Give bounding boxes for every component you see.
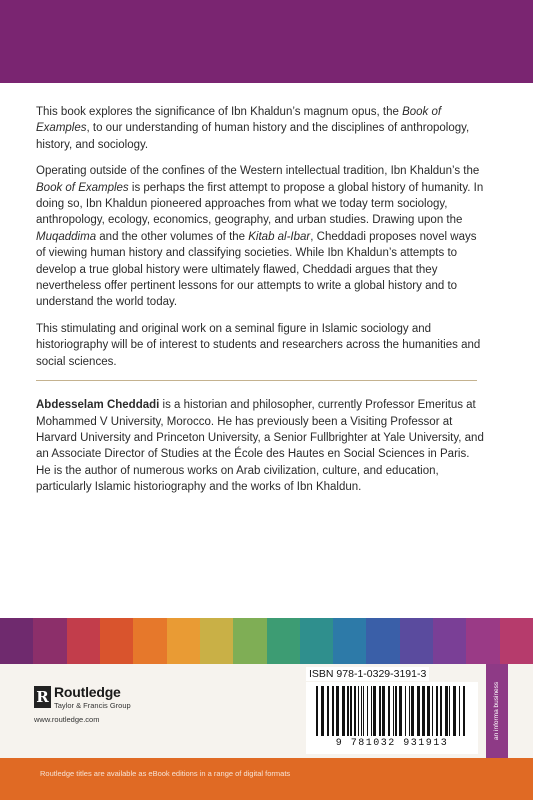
divider-rule (36, 380, 477, 381)
publisher-name: Routledge (54, 684, 121, 700)
color-stripe (400, 618, 433, 664)
barcode-digits: 9 781032 931913 (335, 738, 449, 749)
barcode-bar (361, 686, 362, 736)
barcode-bar (422, 686, 425, 736)
color-stripe (133, 618, 166, 664)
blurb-paragraph-1: This book explores the significance of Ibn Khaldun’s magnum opus, the Book of Examples, to our understanding of human history and the disciplines of anthropology, history, and sociology. (36, 106, 470, 151)
color-stripe (466, 618, 499, 664)
color-stripe (267, 618, 300, 664)
publisher-group: Taylor & Francis Group (54, 701, 131, 710)
barcode-bar (432, 686, 433, 736)
top-color-band (0, 0, 533, 83)
barcode-bar (388, 686, 390, 736)
color-stripe (167, 618, 200, 664)
barcode-bar (316, 686, 318, 736)
publisher-url: www.routledge.com (34, 715, 100, 724)
barcode-bar (453, 686, 456, 736)
barcode-bar (367, 686, 368, 736)
barcode-bar (342, 686, 345, 736)
barcode-icon (314, 686, 470, 736)
barcode-bar (463, 686, 465, 736)
barcode-bar (327, 686, 329, 736)
barcode-bar (393, 686, 394, 736)
muqaddima-title: Muqaddima (36, 230, 97, 243)
color-stripe (500, 618, 533, 664)
kitab-title: Kitab al-Ibar (248, 230, 311, 243)
color-stripe-band (0, 618, 533, 664)
barcode-bar (405, 686, 406, 736)
routledge-logo (34, 684, 131, 744)
barcode-bar (373, 686, 376, 736)
barcode-bar (449, 686, 450, 736)
author-name: Abdesselam Cheddadi (36, 399, 160, 412)
barcode-bar (332, 686, 334, 736)
barcode-bar (427, 686, 430, 736)
color-stripe (433, 618, 466, 664)
color-stripe (300, 618, 333, 664)
barcode-bar (379, 686, 381, 736)
barcode-bar (395, 686, 397, 736)
bottom-publisher-area (0, 618, 533, 800)
barcode-bar (371, 686, 372, 736)
routledge-mark-icon: R (34, 686, 51, 708)
barcode-bar (363, 686, 364, 736)
ebook-note: Routledge titles are available as eBook editions in a range of digital formats (40, 769, 291, 778)
color-stripe (233, 618, 266, 664)
barcode-bar (358, 686, 359, 736)
back-cover-text (36, 104, 486, 506)
color-stripe (67, 618, 100, 664)
author-bio: Abdesselam Cheddadi is a historian and philosopher, currently Professor Emeritus at Mohammed V University, Morocco. He has previously been a Visiting Professor at Harvard University and Princeton University, a Senior Fullbrighter at Yale University, and an Associate Director of Studies at the École des Hautes en Social Sciences in Paris. He is the author of numerous works on Arab civilization, culture, and education, particularly Islamic historiography and the works of Ibn Khaldun. (36, 399, 484, 494)
book-title: Book of Examples (36, 181, 129, 194)
blurb-paragraph-2: Operating outside of the confines of the Western intellectual tradition, Ibn Khaldun’s the Book of Examples is perhaps the first attempt to propose a global history of humanity. In doing so, Ibn Khaldun pioneered approaches from what we today term sociology, anthropology, ecology, economics, geography, and urban studies. Drawing upon the Muqaddima and the other volumes of the Kitab al-Ibar, Cheddadi proposes novel ways of viewing human history and classifying societies. While Ibn Khaldun’s attempts to develop a true global history were ultimately flawed, Cheddadi argues that they nevertheless offer pertinent lessons for our attempts to write a global history and to understand the world today. (36, 165, 484, 309)
isbn-label: ISBN 978-1-0329-3191-3 (306, 667, 429, 681)
informa-tag: an informa business (486, 664, 508, 758)
barcode-bar (347, 686, 349, 736)
color-stripe (33, 618, 66, 664)
barcode-bar (459, 686, 460, 736)
barcode (306, 682, 478, 754)
orange-footer-band (0, 758, 533, 800)
barcode-bar (440, 686, 442, 736)
barcode-bar (409, 686, 410, 736)
barcode-bar (321, 686, 324, 736)
barcode-bar (336, 686, 339, 736)
color-stripe (200, 618, 233, 664)
color-stripe (333, 618, 366, 664)
color-stripe (366, 618, 399, 664)
barcode-bar (411, 686, 414, 736)
barcode-bar (417, 686, 420, 736)
barcode-bar (399, 686, 402, 736)
color-stripe (100, 618, 133, 664)
barcode-bar (354, 686, 356, 736)
barcode-bar (445, 686, 448, 736)
blurb-paragraph-3: This stimulating and original work on a seminal figure in Islamic sociology and historiography will be of interest to students and researchers across the humanities and social sciences. (36, 322, 481, 368)
barcode-bar (436, 686, 438, 736)
book-title: Book of Examples (36, 106, 442, 135)
barcode-bar (350, 686, 352, 736)
barcode-bar (382, 686, 385, 736)
color-stripe (0, 618, 33, 664)
